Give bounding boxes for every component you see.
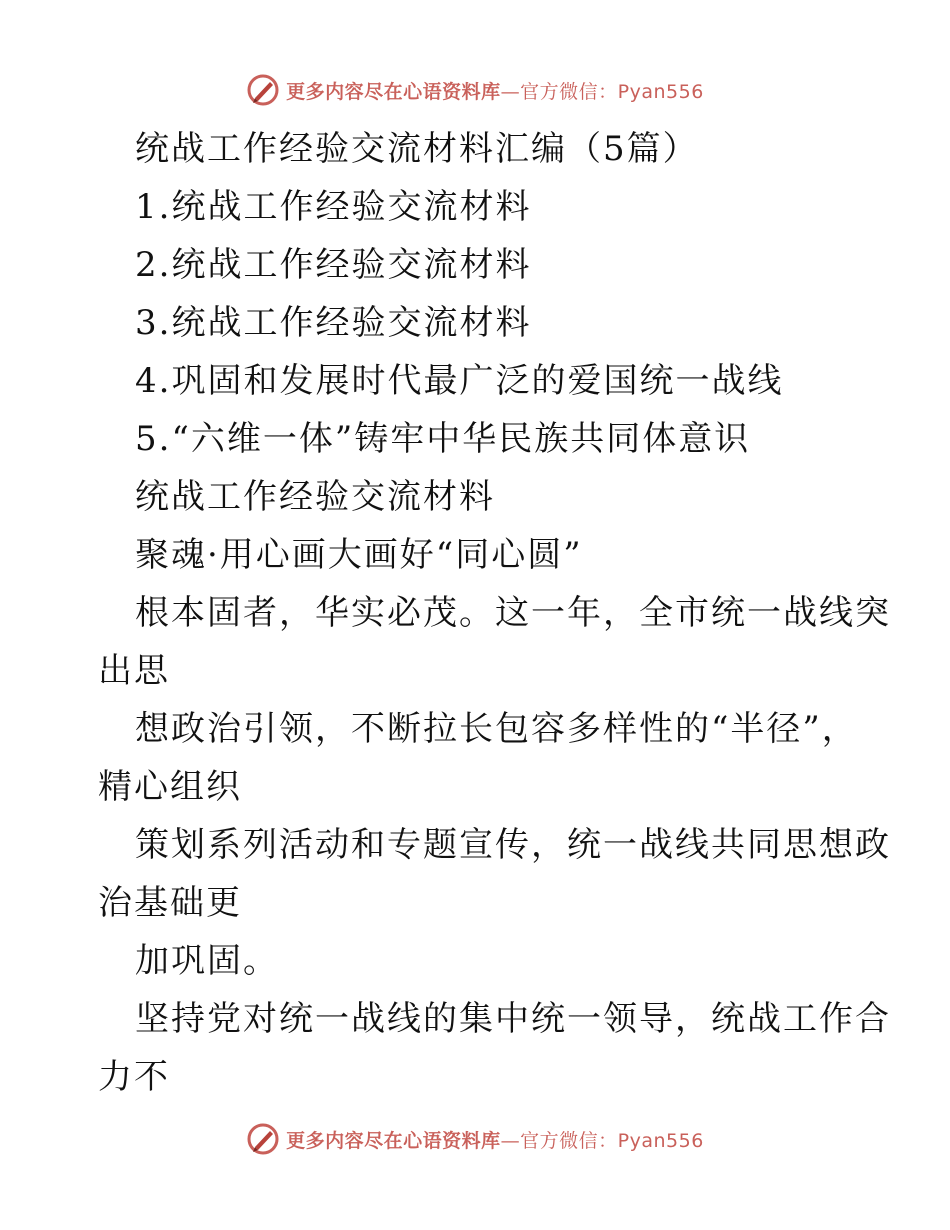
doc-line: 策划系列活动和专题宣传，统一战线共同思想政 [135,825,891,865]
doc-line: 5.“六维一体”铸牢中华民族共同体意识 [135,419,751,459]
doc-line: 力不 [98,1057,170,1097]
pen-logo-icon [246,1122,280,1156]
doc-line: 治基础更 [98,883,242,923]
doc-line: 统战工作经验交流材料 [135,477,495,517]
pen-logo-icon [246,73,280,107]
footer-watermark-banner [0,1119,950,1159]
doc-line: 想政治引领，不断拉长包容多样性的“半径”， [135,709,858,749]
banner-label: 更多内容尽在心语资料库—官方微信：Pyan556 [286,1129,704,1152]
doc-line: 坚持党对统一战线的集中统一领导，统战工作合 [135,999,891,1039]
doc-line: 加巩固。 [135,941,279,981]
doc-line: 根本固者，华实必茂。这一年，全市统一战线突 [135,593,891,633]
header-watermark-banner [0,70,950,110]
doc-line: 出思 [98,651,170,691]
doc-line: 1.统战工作经验交流材料 [135,187,532,227]
doc-line: 4.巩固和发展时代最广泛的爱国统一战线 [135,361,784,401]
doc-line: 2.统战工作经验交流材料 [135,245,532,285]
doc-line: 3.统战工作经验交流材料 [135,303,532,343]
document-body [98,120,891,1106]
doc-line: 聚魂·用心画大画好“同心圆” [135,535,583,575]
doc-line: 统战工作经验交流材料汇编（5篇） [135,129,699,169]
doc-line: 精心组织 [98,767,242,807]
banner-label: 更多内容尽在心语资料库—官方微信：Pyan556 [286,80,704,103]
